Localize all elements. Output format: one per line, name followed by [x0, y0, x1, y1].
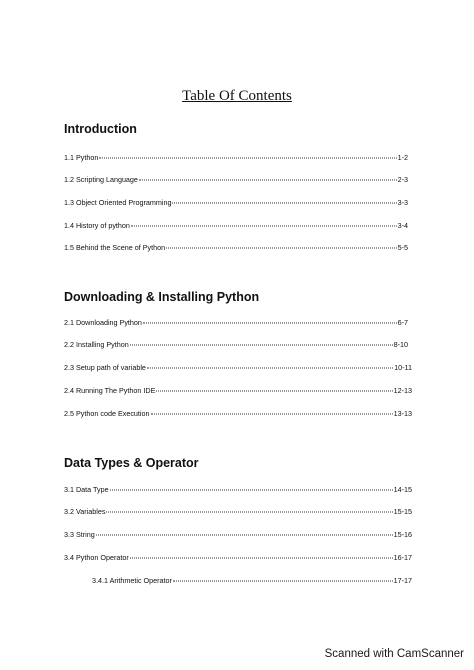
entry-label: 3.1 Data Type — [64, 485, 109, 494]
toc-entry — [64, 221, 408, 233]
scanner-watermark: Scanned with CamScanner — [324, 648, 464, 660]
toc-entry — [64, 409, 412, 421]
dot-leader — [172, 203, 396, 204]
entry-pages: 14-15 — [393, 485, 412, 494]
toc-entry — [64, 318, 408, 330]
dot-leader — [99, 158, 396, 159]
entry-label: 2.3 Setup path of variable — [64, 363, 146, 372]
entry-label: 1.5 Behind the Scene of Python — [64, 243, 166, 252]
dot-leader — [130, 345, 393, 346]
toc-entry — [64, 507, 412, 519]
toc-entry — [64, 243, 408, 255]
toc-entry — [64, 386, 412, 398]
entry-pages: 15-15 — [393, 507, 412, 516]
dot-leader — [110, 490, 393, 491]
section-heading-introduction: Introduction — [64, 122, 137, 136]
dot-leader — [156, 391, 392, 392]
toc-entry — [64, 553, 412, 565]
entry-label: 1.2 Scripting Language — [64, 175, 138, 184]
toc-entry — [64, 485, 412, 497]
entry-pages: 1-2 — [397, 153, 408, 162]
entry-pages: 5-5 — [397, 243, 408, 252]
dot-leader — [151, 414, 393, 415]
entry-label: 3.2 Variables — [64, 507, 106, 516]
entry-pages: 8-10 — [393, 340, 408, 349]
dot-leader — [131, 226, 397, 227]
dot-leader — [147, 368, 393, 369]
entry-label: 1.3 Object Oriented Programming — [64, 198, 172, 207]
dot-leader — [130, 558, 393, 559]
dot-leader — [166, 248, 397, 249]
entry-label: 1.1 Python — [64, 153, 99, 162]
entry-pages: 16-17 — [393, 553, 412, 562]
entry-label: 2.5 Python code Execution — [64, 409, 150, 418]
dot-leader — [106, 512, 392, 513]
entry-label: 2.1 Downloading Python — [64, 318, 142, 327]
toc-entry — [64, 340, 408, 352]
dot-leader — [139, 180, 397, 181]
toc-entry — [64, 153, 408, 165]
page-title: Table Of Contents — [182, 88, 292, 104]
entry-label: 3.4 Python Operator — [64, 553, 129, 562]
toc-entry — [92, 576, 412, 588]
entry-pages: 6-7 — [397, 318, 408, 327]
entry-pages: 15-16 — [393, 530, 412, 539]
entry-pages: 17-17 — [393, 576, 412, 585]
entry-pages: 3-3 — [397, 198, 408, 207]
dot-leader — [96, 535, 393, 536]
entry-label: 1.4 History of python — [64, 221, 130, 230]
dot-leader — [173, 581, 393, 582]
toc-entry — [64, 363, 412, 375]
toc-entry — [64, 198, 408, 210]
entry-pages: 3-4 — [397, 221, 408, 230]
toc-entry — [64, 530, 412, 542]
section-heading-downloading-installing: Downloading & Installing Python — [64, 290, 260, 304]
entry-pages: 12-13 — [393, 386, 412, 395]
entry-label: 2.4 Running The Python IDE — [64, 386, 156, 395]
entry-pages: 13-13 — [393, 409, 412, 418]
section-heading-data-types-operator: Data Types & Operator — [64, 456, 199, 470]
entry-label: 3.4.1 Arithmetic Operator — [92, 576, 172, 585]
dot-leader — [143, 323, 397, 324]
entry-label: 2.2 Installing Python — [64, 340, 129, 349]
entry-label: 3.3 String — [64, 530, 95, 539]
toc-entry — [64, 175, 408, 187]
entry-pages: 2-3 — [397, 175, 408, 184]
entry-pages: 10-11 — [394, 363, 412, 372]
